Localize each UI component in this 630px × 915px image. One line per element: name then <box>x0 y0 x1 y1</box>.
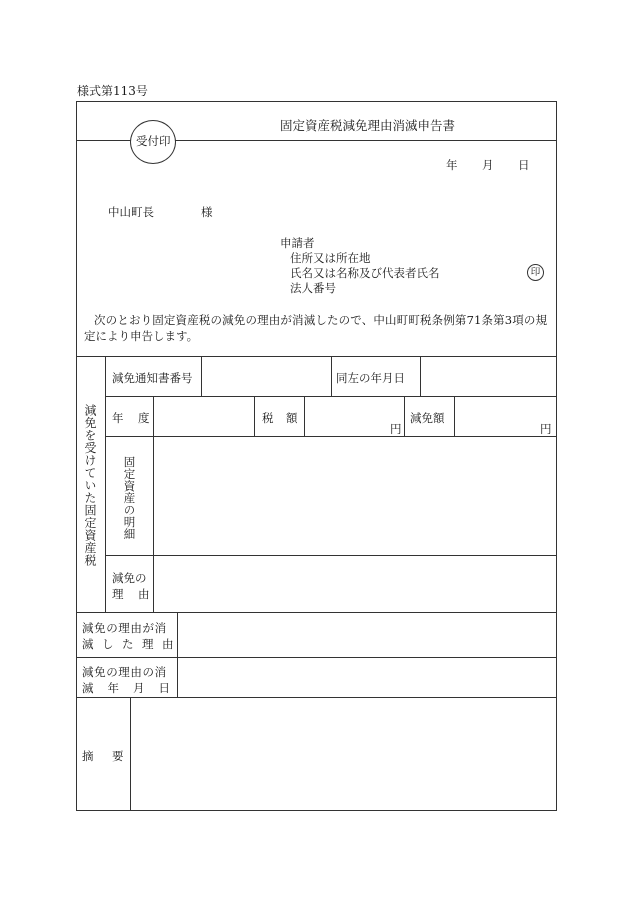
applicant-corp-number-label: 法人番号 <box>290 281 336 295</box>
reception-stamp-label: 受付印 <box>136 134 171 148</box>
addressee-mayor: 中山町長 <box>108 205 154 219</box>
tax-amount-label-char1: 税 <box>262 411 274 425</box>
outer-border-left <box>76 101 77 811</box>
applicant-address-label: 住所又は所在地 <box>290 251 371 265</box>
remarks-field[interactable] <box>131 698 555 809</box>
notice-number-field[interactable] <box>202 357 330 395</box>
tax-amount-yen-unit: 円 <box>390 422 402 436</box>
tax-amount-field[interactable] <box>305 397 403 435</box>
lapse-date-label-line1: 減免の理由の消 <box>82 665 167 679</box>
addressee-honorific: 様 <box>201 205 213 219</box>
exempt-reason-label-top: 減免の <box>112 571 147 585</box>
side-label-divider <box>105 356 106 612</box>
lapse-date-char: 日 <box>158 681 170 695</box>
exempt-reason-label-char1: 理 <box>112 587 124 601</box>
remarks-label-char1: 摘 <box>82 749 94 763</box>
row1-col-b <box>331 356 332 396</box>
lapse-date-char: 滅 <box>82 681 94 695</box>
tax-amount-label-char2: 額 <box>286 411 298 425</box>
applicant-seal-mark: 印 <box>527 264 544 281</box>
remarks-label-char2: 要 <box>112 749 124 763</box>
row2-col-b <box>254 396 255 436</box>
fiscal-year-label-char2: 度 <box>138 411 150 425</box>
same-date-label: 同左の年月日 <box>336 371 405 385</box>
fiscal-year-label-char1: 年 <box>112 411 124 425</box>
exempt-reason-label-char2: 由 <box>138 587 150 601</box>
exempt-asset-tax-label: 減免を受けていた固定資産税 <box>83 404 97 567</box>
exempt-amount-yen-unit: 円 <box>540 422 552 436</box>
outer-border-right <box>556 101 557 811</box>
lapse-date-char: 年 <box>107 681 119 695</box>
fiscal-year-field[interactable] <box>154 397 253 435</box>
date-year[interactable]: 年 <box>446 158 458 172</box>
outer-border-top <box>76 101 557 102</box>
exempt-reason-field[interactable] <box>154 556 555 611</box>
statement-line-2: 定により申告します。 <box>84 329 199 343</box>
applicant-name-label: 氏名又は名称及び代表者氏名 <box>290 266 440 280</box>
date-day[interactable]: 日 <box>518 158 530 172</box>
lapse-date-char: 月 <box>133 681 145 695</box>
lapse-reason-label-line2: 滅した理由 <box>82 637 182 651</box>
outer-border-bottom <box>76 810 557 811</box>
lapse-date-field[interactable] <box>178 658 555 696</box>
row2-col-d <box>404 396 405 436</box>
date-month[interactable]: 月 <box>482 158 494 172</box>
asset-details-label: 固定資産の明細 <box>122 456 137 540</box>
same-date-field[interactable] <box>421 357 555 395</box>
form-title: 固定資産税減免理由消滅申告書 <box>280 118 456 133</box>
lapse-date-label-line2 <box>82 680 170 696</box>
lapse-reason-label-line1: 減免の理由が消 <box>82 621 167 635</box>
form-number: 様式第113号 <box>77 84 148 98</box>
notice-number-label: 減免通知書番号 <box>112 371 193 385</box>
statement-line-1: 次のとおり固定資産税の減免の理由が消滅したので、中山町町税条例第71条第3項の規 <box>94 313 548 327</box>
lapse-reason-field[interactable] <box>178 613 555 656</box>
exempt-amount-label: 減免額 <box>410 411 445 425</box>
applicant-heading: 申請者 <box>280 236 315 250</box>
asset-details-field[interactable] <box>154 437 555 554</box>
